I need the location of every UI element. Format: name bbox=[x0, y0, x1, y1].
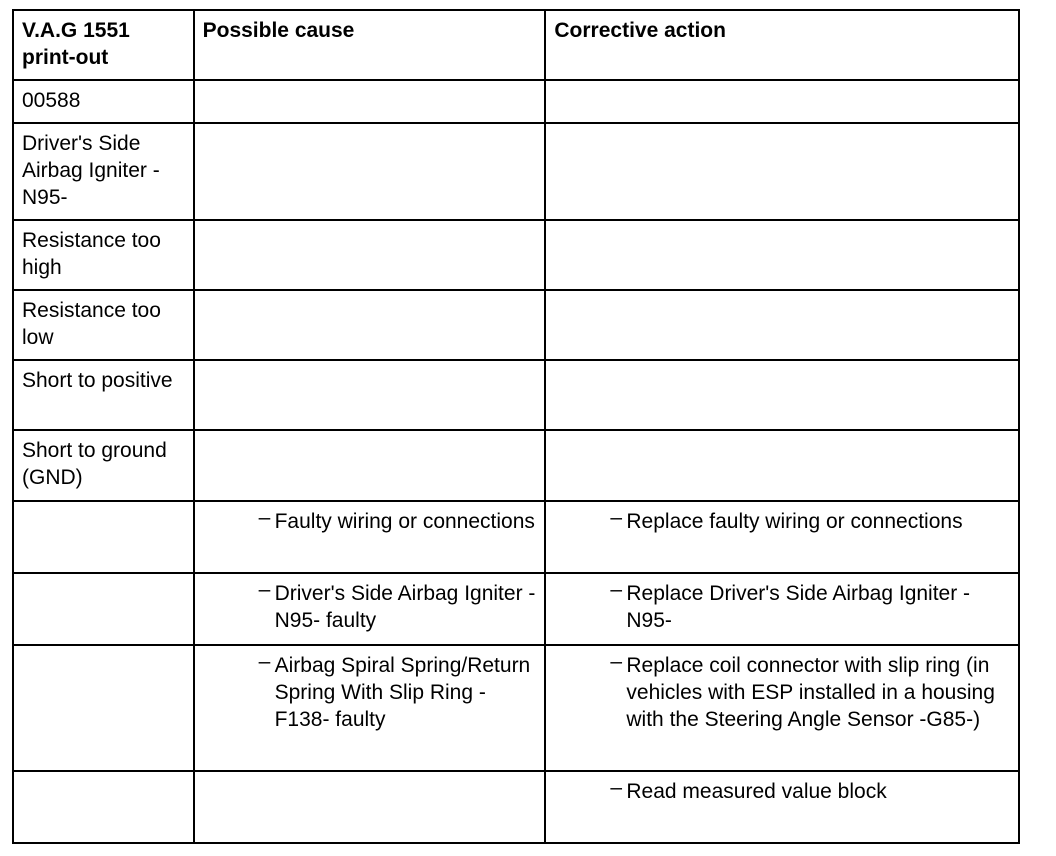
dash-icon: – bbox=[258, 650, 271, 673]
action-text: Replace faulty wiring or connections bbox=[626, 510, 963, 533]
empty-cell bbox=[194, 430, 546, 501]
empty-cell bbox=[13, 645, 194, 771]
table-row bbox=[13, 645, 1019, 771]
table-row bbox=[13, 80, 1019, 123]
component-cell: Driver's Side Airbag Igniter -N95- bbox=[13, 123, 194, 220]
empty-cell bbox=[545, 220, 1019, 290]
dash-icon: – bbox=[610, 650, 623, 673]
cause-text: Driver's Side Airbag Igniter -N95- faulty bbox=[274, 582, 536, 632]
empty-cell bbox=[13, 501, 194, 573]
table-row bbox=[13, 501, 1019, 573]
cause-text: Faulty wiring or connections bbox=[274, 510, 535, 533]
dash-icon: – bbox=[610, 506, 623, 529]
empty-cell bbox=[545, 290, 1019, 360]
empty-cell bbox=[13, 573, 194, 645]
fault-code-cell: 00588 bbox=[13, 80, 194, 123]
action-text: Replace coil connector with slip ring (in vehicles with ESP installed in a housing with the Steering Angle Sensor -G85-) bbox=[626, 654, 995, 731]
header-possible-cause: Possible cause bbox=[194, 10, 546, 80]
empty-cell bbox=[545, 360, 1019, 430]
empty-cell bbox=[194, 290, 546, 360]
dash-icon: – bbox=[258, 506, 271, 529]
cause-cell bbox=[194, 645, 546, 771]
action-bullet bbox=[554, 778, 1010, 805]
empty-cell bbox=[194, 80, 546, 123]
table-row bbox=[13, 771, 1019, 843]
action-bullet bbox=[554, 508, 1010, 535]
cause-cell bbox=[194, 573, 546, 645]
header-corrective-action: Corrective action bbox=[545, 10, 1019, 80]
empty-cell bbox=[13, 771, 194, 843]
action-bullet bbox=[554, 652, 1010, 733]
action-cell bbox=[545, 645, 1019, 771]
action-text: Read measured value block bbox=[626, 780, 887, 803]
cause-bullet bbox=[203, 508, 537, 535]
action-cell bbox=[545, 501, 1019, 573]
header-row bbox=[13, 10, 1019, 80]
empty-cell bbox=[545, 430, 1019, 501]
fault-type-cell: Resistance too low bbox=[13, 290, 194, 360]
header-printout: V.A.G 1551 print-out bbox=[13, 10, 194, 80]
action-cell bbox=[545, 771, 1019, 843]
fault-table bbox=[12, 9, 1020, 844]
table-row bbox=[13, 290, 1019, 360]
dash-icon: – bbox=[610, 578, 623, 601]
table-row bbox=[13, 573, 1019, 645]
table-row bbox=[13, 220, 1019, 290]
table-row bbox=[13, 123, 1019, 220]
fault-type-cell: Resistance too high bbox=[13, 220, 194, 290]
empty-cell bbox=[545, 80, 1019, 123]
empty-cell bbox=[194, 220, 546, 290]
fault-type-cell: Short to ground (GND) bbox=[13, 430, 194, 501]
table-row bbox=[13, 430, 1019, 501]
empty-cell bbox=[194, 360, 546, 430]
cause-cell bbox=[194, 501, 546, 573]
empty-cell bbox=[194, 771, 546, 843]
table-row bbox=[13, 360, 1019, 430]
action-cell bbox=[545, 573, 1019, 645]
cause-text: Airbag Spiral Spring/Return Spring With Slip Ring -F138- faulty bbox=[274, 654, 531, 731]
dash-icon: – bbox=[258, 578, 271, 601]
cause-bullet bbox=[203, 580, 537, 634]
empty-cell bbox=[545, 123, 1019, 220]
action-text: Replace Driver's Side Airbag Igniter -N95- bbox=[626, 582, 971, 632]
empty-cell bbox=[194, 123, 546, 220]
action-bullet bbox=[554, 580, 1010, 634]
dash-icon: – bbox=[610, 776, 623, 799]
fault-type-cell: Short to positive bbox=[13, 360, 194, 430]
cause-bullet bbox=[203, 652, 537, 733]
